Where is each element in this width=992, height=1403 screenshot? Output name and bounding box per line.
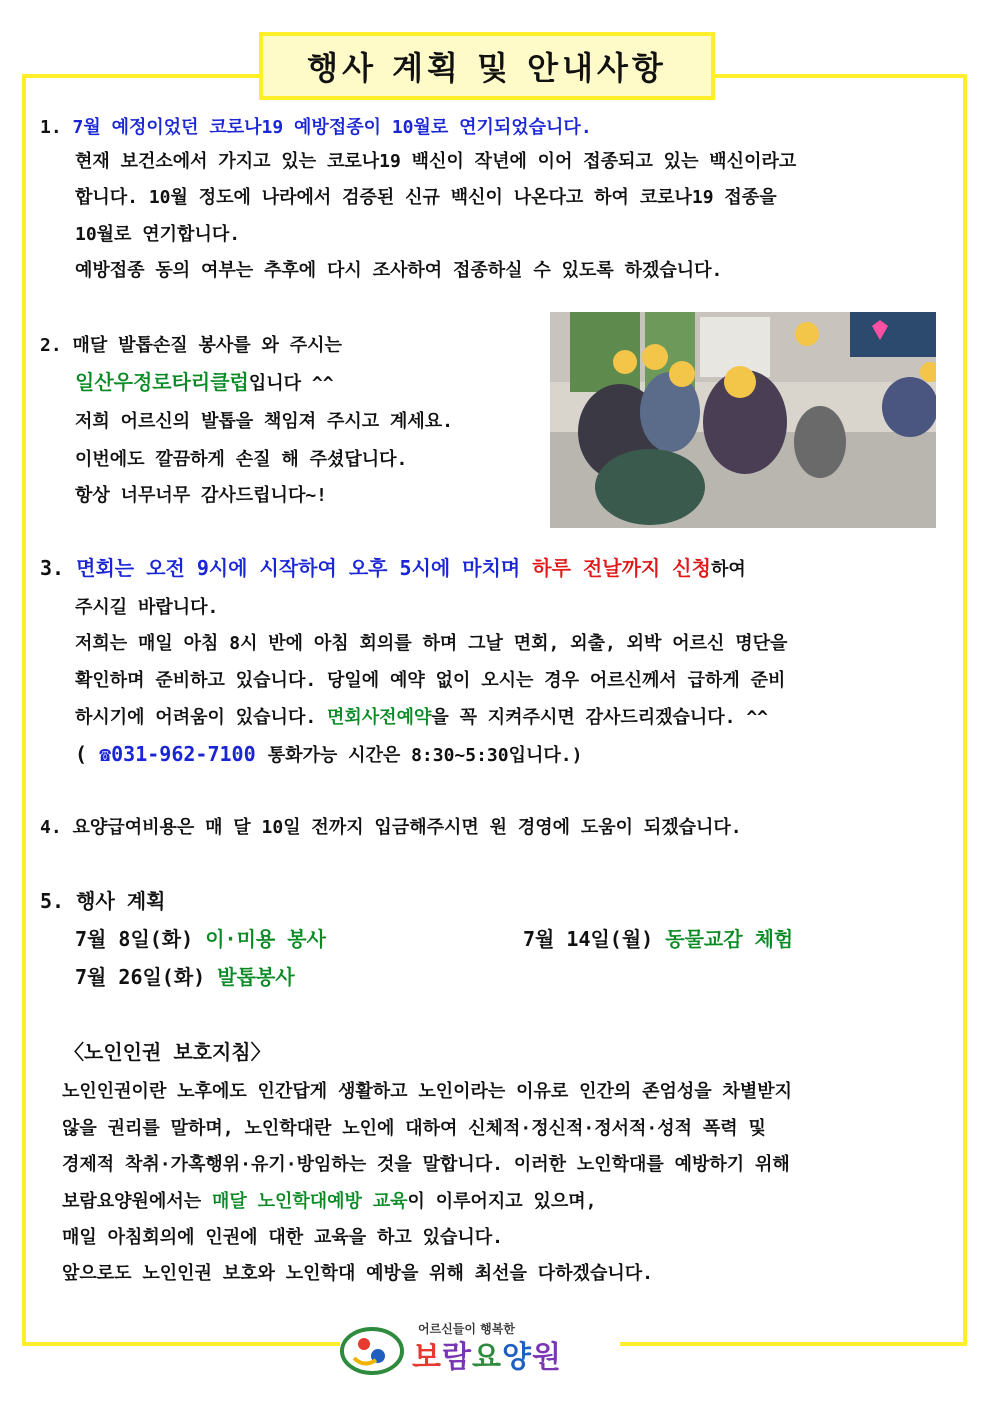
rights-line-2: 않을 권리를 말하며, 노인학대란 노인에 대하여 신체적·정신적·정서적·성적 폭력 및 (62, 1118, 766, 1139)
paren-open: ( (75, 742, 88, 766)
event-2 (523, 927, 793, 951)
logo-tagline: 어르신들이 행복한 (418, 1322, 515, 1336)
section-2-line-2 (75, 370, 334, 396)
section-3-line-5 (75, 706, 768, 730)
call-hours: 통화가능 시간은 8:30~5:30입니다.) (267, 745, 583, 766)
phone-number: ☎031-962-7100 (99, 742, 256, 766)
section-3-line-4: 확인하며 준비하고 있습니다. 당일에 예약 없이 오시는 경우 어르신께서 급하게 준비 (75, 670, 786, 691)
visit-deadline: 하루 전날까지 신청 (532, 556, 711, 580)
section-2-line-2-tail: 입니다 ^^ (248, 373, 334, 394)
rights-line-4-a: 보람요양원에서는 (62, 1191, 202, 1212)
section-4-text: 요양급여비용은 매 달 10일 전까지 입금해주시면 원 경영에 도움이 되겠습니다. (72, 817, 742, 838)
visit-hours: 면회는 오전 9시에 시작하여 오후 5시에 마치며 (76, 556, 521, 580)
section-2-line-3: 저희 어르신의 발톱을 책임져 주시고 계세요. (75, 411, 454, 432)
event-3-date: 7월 26일(화) (75, 965, 206, 989)
event-3-name: 발톱봉사 (217, 965, 295, 989)
section-3-line-5-b: 을 꼭 지켜주시면 감사드리겠습니다. ^^ (431, 707, 769, 728)
section-1-line-3: 10월로 연기합니다. (75, 224, 241, 245)
rotary-club-name: 일산우정로타리클럽 (75, 370, 249, 394)
section-1-title: 7월 예정이었던 코로나19 예방접종이 10월로 연기되었습니다. (72, 117, 592, 138)
rights-line-1: 노인인권이란 노후에도 인간답게 생활하고 노인이라는 이유로 인간의 존엄성을 차별받지 (62, 1081, 793, 1102)
section-3-line-5-a: 하시기에 어려움이 있습니다. (75, 707, 317, 728)
rights-line-3: 경제적 착취·가혹행위·유기·방임하는 것을 말합니다. 이러한 노인학대를 예방하기 위해 (62, 1154, 790, 1175)
event-1-date: 7월 8일(화) (75, 927, 194, 951)
event-1 (75, 927, 326, 951)
section-3-line-2: 주시길 바랍니다. (75, 597, 219, 618)
section-1-heading (40, 116, 592, 140)
page-title: 행사 계획 및 안내사항 (307, 49, 667, 87)
event-1-name: 이·미용 봉사 (205, 927, 326, 951)
logo-name: 보람요양원 (412, 1340, 562, 1375)
section-2-number: 2. (40, 335, 62, 356)
section-1-line-1: 현재 보건소에서 가지고 있는 코로나19 백신이 작년에 이어 접종되고 있는 백신이라고 (75, 151, 797, 172)
section-1-line-4: 예방접종 동의 여부는 추후에 다시 조사하여 접종하실 수 있도록 하겠습니다. (75, 260, 723, 281)
section-1-line-2: 합니다. 10월 정도에 나라에서 검증된 신규 백신이 나온다고 하여 코로나19 접종을 (75, 187, 777, 208)
rights-line-5: 매일 아침회의에 인권에 대한 교육을 하고 있습니다. (62, 1227, 504, 1248)
section-3-line-6 (75, 742, 582, 768)
section-4 (40, 816, 742, 840)
rights-line-6: 앞으로도 노인인권 보호와 노인학대 예방을 위해 최선을 다하겠습니다. (62, 1263, 653, 1284)
section-5-title: 행사 계획 (76, 889, 166, 913)
visit-reservation: 면회사전예약 (327, 707, 432, 728)
section-1-number: 1. (40, 117, 62, 138)
rights-heading: 〈노인인권 보호지침〉 (64, 1040, 271, 1064)
section-2-line-4: 이번에도 깔끔하게 손질 해 주셨답니다. (75, 449, 408, 470)
section-3-heading-tail: 하여 (710, 559, 746, 580)
logo-emblem-icon (340, 1326, 404, 1376)
volunteer-photo (550, 312, 936, 528)
section-4-number: 4. (40, 817, 62, 838)
rights-line-4 (62, 1190, 597, 1214)
section-2-line-5: 항상 너무너무 감사드립니다~! (75, 485, 328, 506)
rights-line-4-b: 이 이루어지고 있으며, (407, 1191, 597, 1212)
section-3-heading (40, 556, 746, 582)
facility-logo (340, 1320, 620, 1380)
event-2-name: 동물교감 체험 (665, 927, 794, 951)
abuse-prevention-education: 매달 노인학대예방 교육 (211, 1191, 408, 1212)
section-5-heading (40, 889, 165, 913)
event-2-date: 7월 14일(월) (523, 927, 654, 951)
title-box (259, 32, 715, 100)
section-3-number: 3. (40, 556, 65, 580)
section-5-number: 5. (40, 889, 65, 913)
section-2-line-1: 매달 발톱손질 봉사를 와 주시는 (72, 335, 342, 356)
event-3 (75, 965, 295, 989)
section-3-line-3: 저희는 매일 아침 8시 반에 아침 회의를 하며 그날 면회, 외출, 외박 어르신 명단을 (75, 633, 788, 654)
section-2-heading (40, 334, 342, 358)
